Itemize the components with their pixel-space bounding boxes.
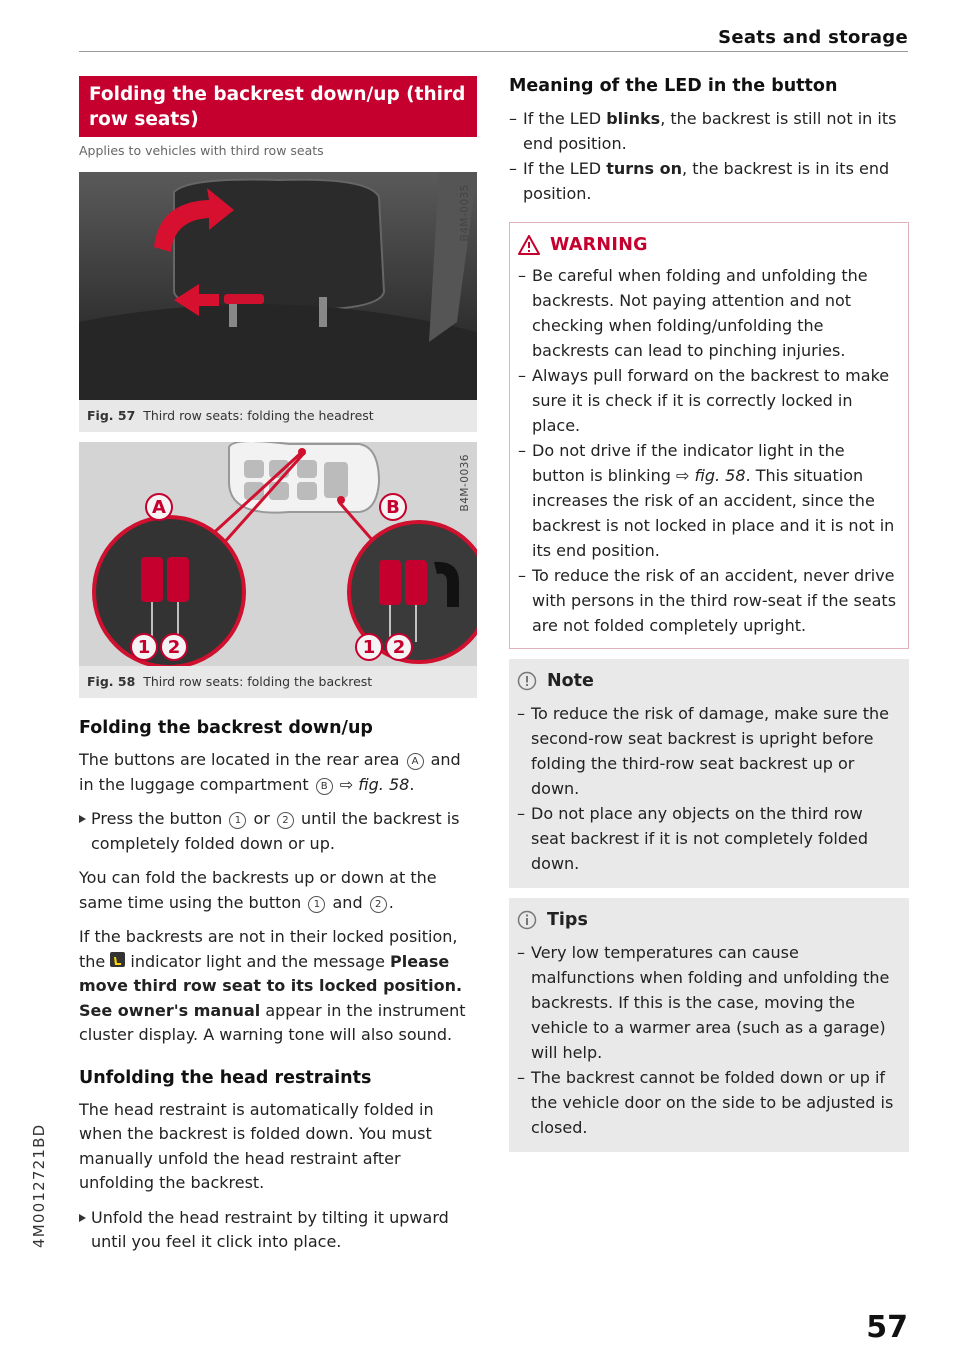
figure-57-code: B4M-0035 <box>459 184 471 242</box>
fig-reference-link[interactable]: fig. 58 <box>358 774 410 794</box>
label-b: B <box>386 497 400 518</box>
warning-title: WARNING <box>518 235 900 255</box>
heading-led-meaning: Meaning of the LED in the button <box>509 76 838 96</box>
warning-list <box>518 263 900 638</box>
note-list <box>517 701 901 876</box>
list-item: – Very low temperatures can cause malfunctions when folding and unfolding the backrests. If this is the case, moving the vehicle to a warmer area (such as a garage) will help. <box>517 940 901 1065</box>
warning-triangle-icon <box>518 235 540 255</box>
list-item: – If the LED turns on, the backrest is in its end position. <box>509 156 909 206</box>
ref-circle-b: B <box>316 778 333 795</box>
paragraph-fold-simultaneous: You can fold the backrests up or down at the same time using the button 1 and 2 . <box>79 868 437 912</box>
info-icon <box>517 910 537 930</box>
figure-58 <box>79 442 477 698</box>
heading-folding-backrest: Folding the backrest down/up <box>79 718 373 738</box>
page-number: 57 <box>866 1310 908 1345</box>
side-document-code: 4M0012721BD <box>30 1123 48 1248</box>
tips-title: Tips <box>517 910 901 930</box>
list-item: – Be careful when folding and unfolding the backrests. Not paying attention and not checking when folding/unfolding the backrests can lead to pinching injuries. <box>518 263 900 363</box>
step-press-button: Press the button 1 or 2 until the backrest is completely folded down or up. <box>79 807 477 856</box>
list-item: – Always pull forward on the backrest to make sure it is check if it is correctly locked in place. <box>518 363 900 438</box>
left-column <box>79 76 477 1265</box>
label-1-luggage: 1 <box>362 637 376 658</box>
figure-58-code: B4M-0036 <box>459 454 471 512</box>
led-meaning-list <box>509 106 909 206</box>
paragraph-button-location: The buttons are located in the rear area A and in the luggage compartment B ⇨ fig. 58. <box>79 750 461 794</box>
step-unfold-head-restraint: Unfold the head restraint by tilting it upward until you feel it click into place. <box>79 1206 477 1255</box>
list-item: – The backrest cannot be folded down or up if the vehicle door on the side to be adjusted is closed. <box>517 1065 901 1140</box>
label-1-rear: 1 <box>137 637 151 658</box>
fig-reference-link[interactable]: fig. 58 <box>694 466 746 485</box>
paragraph-head-restraint: The head restraint is automatically folded in when the backrest is folded down. You must manually unfold the head restraint after unfolding the backrest. <box>79 1099 434 1192</box>
right-column <box>509 76 909 1152</box>
figure-58-caption: Fig. 58 Third row seats: folding the backrest <box>87 674 373 689</box>
note-title: Note <box>517 671 901 691</box>
header-rule <box>79 51 908 52</box>
list-item: – To reduce the risk of damage, make sure the second-row seat backrest is upright before folding the third-row seat backrest up or down. <box>517 701 901 801</box>
label-a: A <box>152 497 166 518</box>
tips-box <box>509 898 909 1152</box>
seat-indicator-icon <box>110 952 125 967</box>
list-item: – If the LED blinks, the backrest is still not in its end position. <box>509 106 909 156</box>
list-item: – Do not drive if the indicator light in the button is blinking ⇨ fig. 58. This situation increases the risk of an accident, since the backrest is not locked in place and it is not in its end position. <box>518 438 900 563</box>
label-2-rear: 2 <box>167 637 181 658</box>
list-item: – Do not place any objects on the third row seat backrest if it is not completely folded down. <box>517 801 901 876</box>
applies-note: Applies to vehicles with third row seats <box>79 143 324 158</box>
note-exclamation-icon <box>517 671 537 691</box>
paragraph-not-locked: If the backrests are not in their locked position, the indicator light and the message Please move third row seat to its locked position. See owner's manual appear in the instrument cluster display. A warning tone will also sound. <box>79 927 466 1044</box>
label-2-luggage: 2 <box>392 637 406 658</box>
warning-box <box>509 222 909 649</box>
figure-57 <box>79 172 477 432</box>
headrest-illustration <box>79 172 477 400</box>
figure-58-image <box>79 442 477 666</box>
release-lever <box>224 294 264 304</box>
tips-list <box>517 940 901 1140</box>
ref-circle-a: A <box>407 753 424 770</box>
figure-57-image <box>79 172 477 400</box>
section-title: Folding the backrest down/up (third row seats) <box>79 76 477 137</box>
figure-57-caption: Fig. 57 Third row seats: folding the headrest <box>87 408 374 423</box>
running-header: Seats and storage <box>718 27 908 48</box>
backrest-buttons-illustration <box>79 442 477 666</box>
list-item: – To reduce the risk of an accident, never drive with persons in the third row-seat if the seats are not folded completely upright. <box>518 563 900 638</box>
note-box <box>509 659 909 888</box>
heading-unfolding-head-restraints: Unfolding the head restraints <box>79 1067 372 1088</box>
